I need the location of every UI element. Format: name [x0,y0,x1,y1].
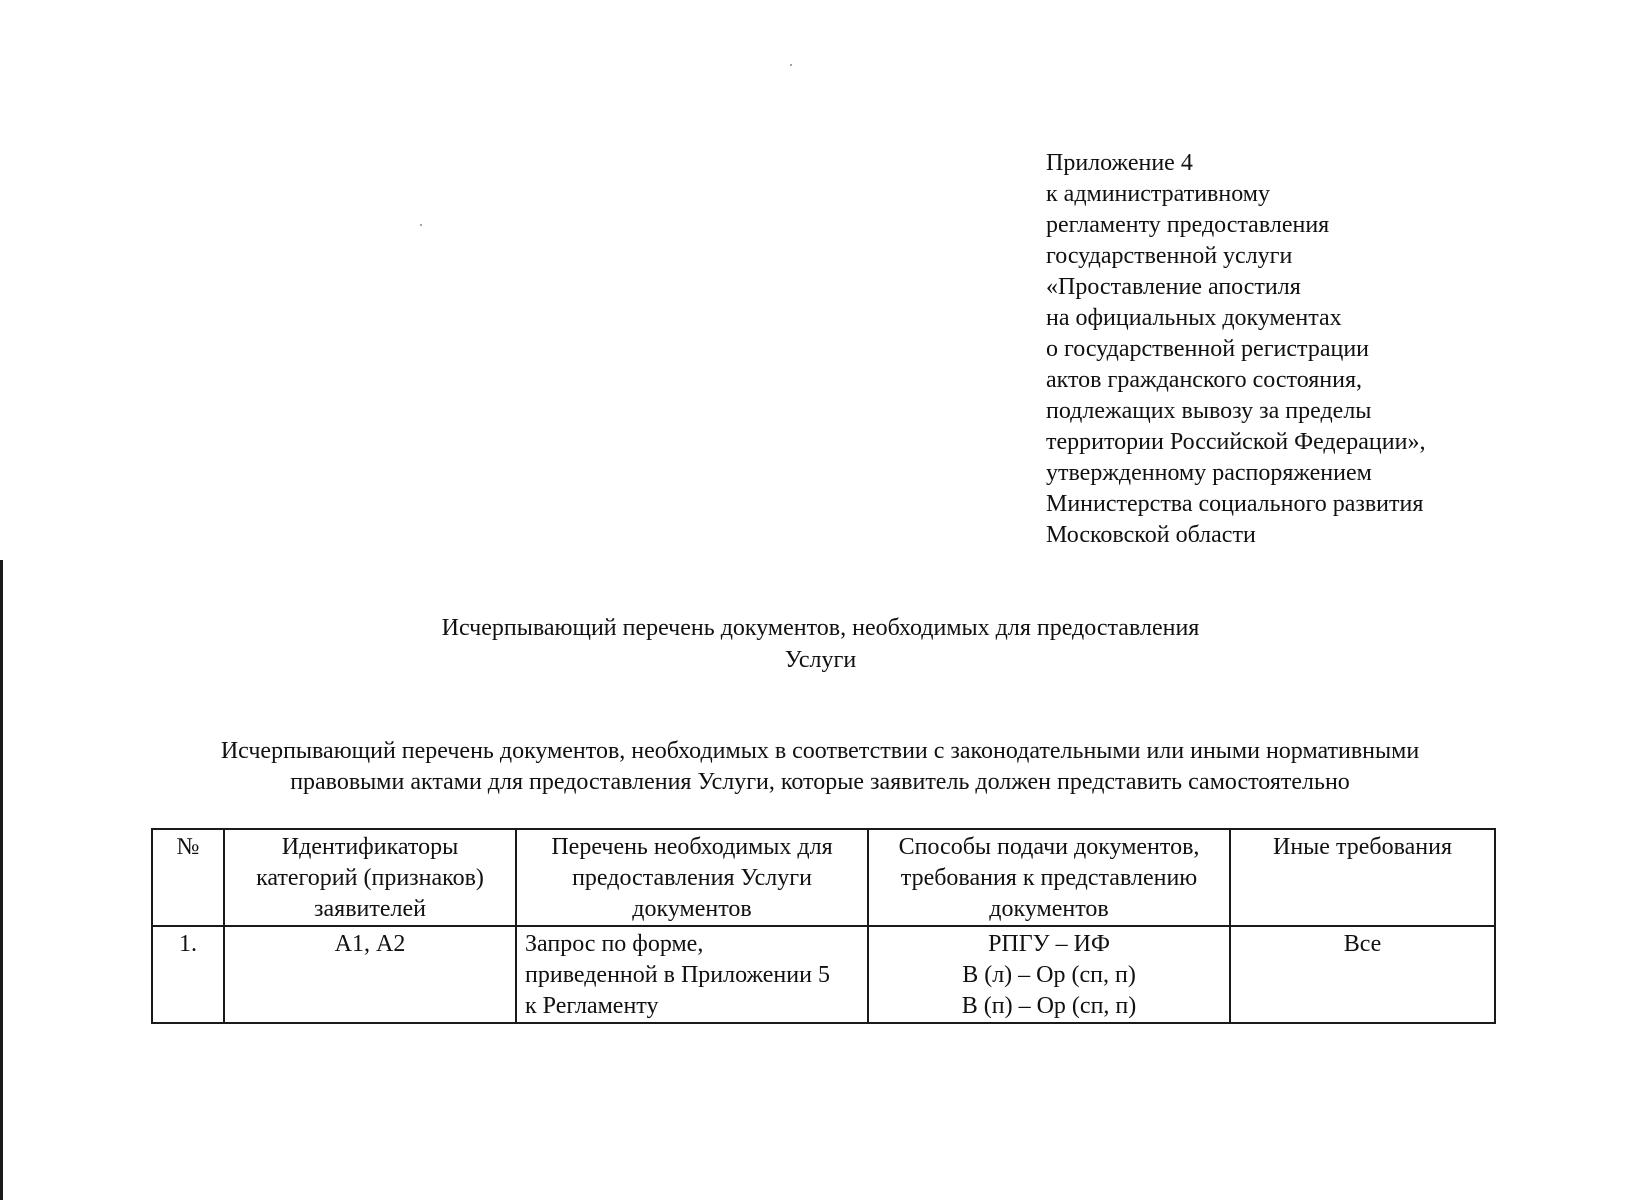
appendix-note [1046,148,1606,551]
header-line: Способы подачи документов, [898,834,1200,860]
header-line: документов [632,896,752,922]
appendix-line: «Проставление апостиля [1046,274,1301,300]
header-applicant-ids [224,829,516,926]
appendix-line: Приложение 4 [1046,150,1193,176]
header-line: предоставления Услуги [572,865,812,891]
appendix-line: утвержденному распоряжением [1046,460,1372,486]
subtitle-line: правовыми актами для предоставления Услуги, которые заявитель должен представить самостоятельно [290,769,1350,795]
scan-speck [420,224,422,226]
header-line: категорий (признаков) [256,865,484,891]
cell-number: 1. [152,926,224,1023]
cell-line: Запрос по форме, [525,931,704,957]
appendix-line: к административному [1046,181,1270,207]
cell-applicant-ids: А1, А2 [224,926,516,1023]
cell-line: РПГУ – ИФ [988,931,1110,957]
header-number [152,829,224,926]
documents-table [151,828,1496,1024]
appendix-line: территории Российской Федерации», [1046,429,1426,455]
appendix-line: актов гражданского состояния, [1046,367,1363,393]
cell-line: В (л) – Ор (сп, п) [962,962,1136,988]
appendix-line: Министерства социального развития [1046,491,1424,517]
cell-other-requirements: Все [1230,926,1495,1023]
appendix-line: подлежащих вывозу за пределы [1046,398,1372,424]
appendix-line: на официальных документах [1046,305,1342,331]
header-line: документов [989,896,1109,922]
title-line: Исчерпывающий перечень документов, необходимых для предоставления [441,615,1200,641]
table-row [152,926,1495,1023]
scan-edge-line [0,560,3,1200]
header-other-requirements [1230,829,1495,926]
header-line: заявителей [314,896,426,922]
document-title [300,612,1341,676]
header-line: Иные требования [1273,834,1452,860]
header-line: № [176,834,200,860]
scan-speck [790,64,792,66]
header-submission-methods [868,829,1230,926]
appendix-line: Московской области [1046,522,1256,548]
cell-line: к Регламенту [525,993,659,1019]
title-line: Услуги [784,647,857,673]
header-line: требования к представлению [900,865,1198,891]
appendix-line: государственной услуги [1046,243,1293,269]
appendix-line: о государственной регистрации [1046,336,1370,362]
cell-line: приведенной в Приложении 5 [525,962,830,988]
header-line: Перечень необходимых для [551,834,833,860]
table-header-row [152,829,1495,926]
cell-line: В (п) – Ор (сп, п) [961,993,1137,1019]
appendix-line: регламенту предоставления [1046,212,1330,238]
header-documents-list [516,829,868,926]
document-subtitle [120,736,1520,798]
subtitle-line: Исчерпывающий перечень документов, необходимых в соответствии с законодательными или иными нормативными [220,738,1420,764]
cell-submission-methods [868,926,1230,1023]
header-line: Идентификаторы [281,834,459,860]
cell-documents [516,926,868,1023]
